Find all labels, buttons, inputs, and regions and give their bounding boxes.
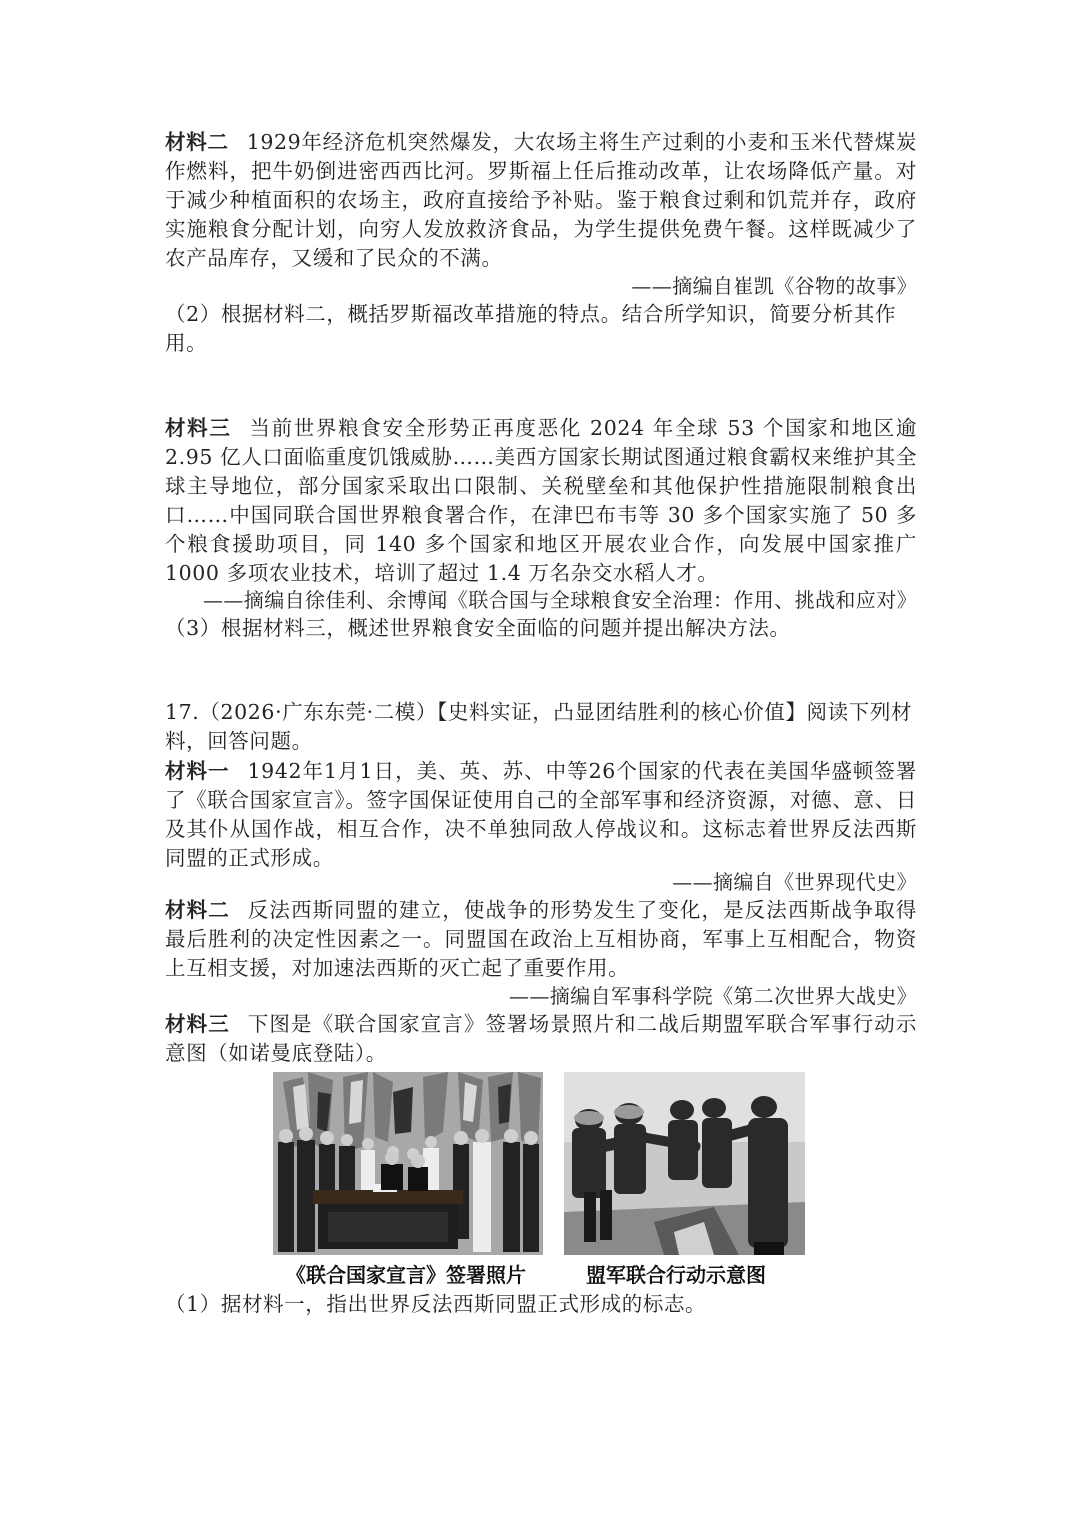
material-2-food [165,128,917,273]
material-2-alliance [165,896,917,983]
material-3-alliance [165,1010,917,1068]
material-text: 1929年经济危机突然爆发，大农场主将生产过剩的小麦和玉米代替煤炭作燃料，把牛奶倒进密西西比河。罗斯福上任后推动改革，让农场降低产量。对于减少种植面积的农场主，政府直接给予补贴。鉴于粮食过剩和饥荒并存，政府实施粮食分配计划，向穷人发放救济食品，为学生提供免费午餐。这样既减少了农产品库存，又缓和了民众的不满。 [165,130,917,270]
allied-photo-caption: 盟军联合行动示意图 [586,1263,766,1287]
question-17-header: 17.（2026·广东东莞·二模）【史料实证，凸显团结胜利的核心价值】阅读下列材料，回答问题。 [165,700,913,753]
material-2-source: ——摘编自崔凯《谷物的故事》 [631,274,917,298]
material-2b-source: ——摘编自军事科学院《第二次世界大战史》 [509,984,917,1008]
material-label: 材料一 [165,759,230,783]
material-text: 1942年1月1日，美、英、苏、中等26个国家的代表在美国华盛顿签署了《联合国家宣言》。签字国保证使用自己的全部军事和经济资源，对德、意、日及其仆从国作战，相互合作，决不单独同敌人停战议和。这标志着世界反法西斯同盟的正式形成。 [165,759,917,870]
material-label: 材料二 [165,130,229,154]
material-label: 材料二 [165,898,230,922]
question-2: （2）根据材料二，概括罗斯福改革措施的特点。结合所学知识，简要分析其作用。 [165,302,897,355]
question-3: （3）根据材料三，概述世界粮食安全面临的问题并提出解决方法。 [165,616,791,640]
material-1-alliance [165,757,917,873]
material-text: 当前世界粮食安全形势正再度恶化 2024 年全球 53 个国家和地区逾 2.95 亿人口面临重度饥饿威胁……美西方国家长期试图通过粮食霸权来维护其全球主导地位，部分国家采取出口限制、关税壁垒和其他保护性措施限制粮食出口……中国同联合国世界粮食署合作，在津巴布韦等 30 多个国家实施了 50 多个粮食援助项目，同 140 多个国家和地区开展农业合作，向发展中国家推广 1000 多项农业技术，培训了超过 1.4 万名杂交水稻人才。 [165,416,917,585]
allied-action-illustration [564,1072,805,1255]
material-3-source: ——摘编自徐佳利、余博闻《联合国与全球粮食安全治理：作用、挑战和应对》 [203,588,917,612]
signing-scene-illustration [273,1072,543,1255]
material-text: 下图是《联合国家宣言》签署场景照片和二战后期盟军联合军事行动示意图（如诺曼底登陆）。 [165,1012,917,1065]
material-label: 材料三 [165,1012,230,1036]
material-label: 材料三 [165,416,232,440]
allied-action-photo [564,1072,805,1255]
question-1: （1）据材料一，指出世界反法西斯同盟正式形成的标志。 [165,1292,707,1316]
signing-photo-caption: 《联合国家宣言》签署照片 [286,1263,526,1287]
declaration-signing-photo [273,1072,543,1255]
material-text: 反法西斯同盟的建立，使战争的形势发生了变化，是反法西斯战争取得最后胜利的决定性因素之一。同盟国在政治上互相协商，军事上互相配合，物资上互相支援，对加速法西斯的灭亡起了重要作用。 [165,898,917,980]
material-3-food [165,414,917,588]
material-1-source: ——摘编自《世界现代史》 [672,870,917,894]
